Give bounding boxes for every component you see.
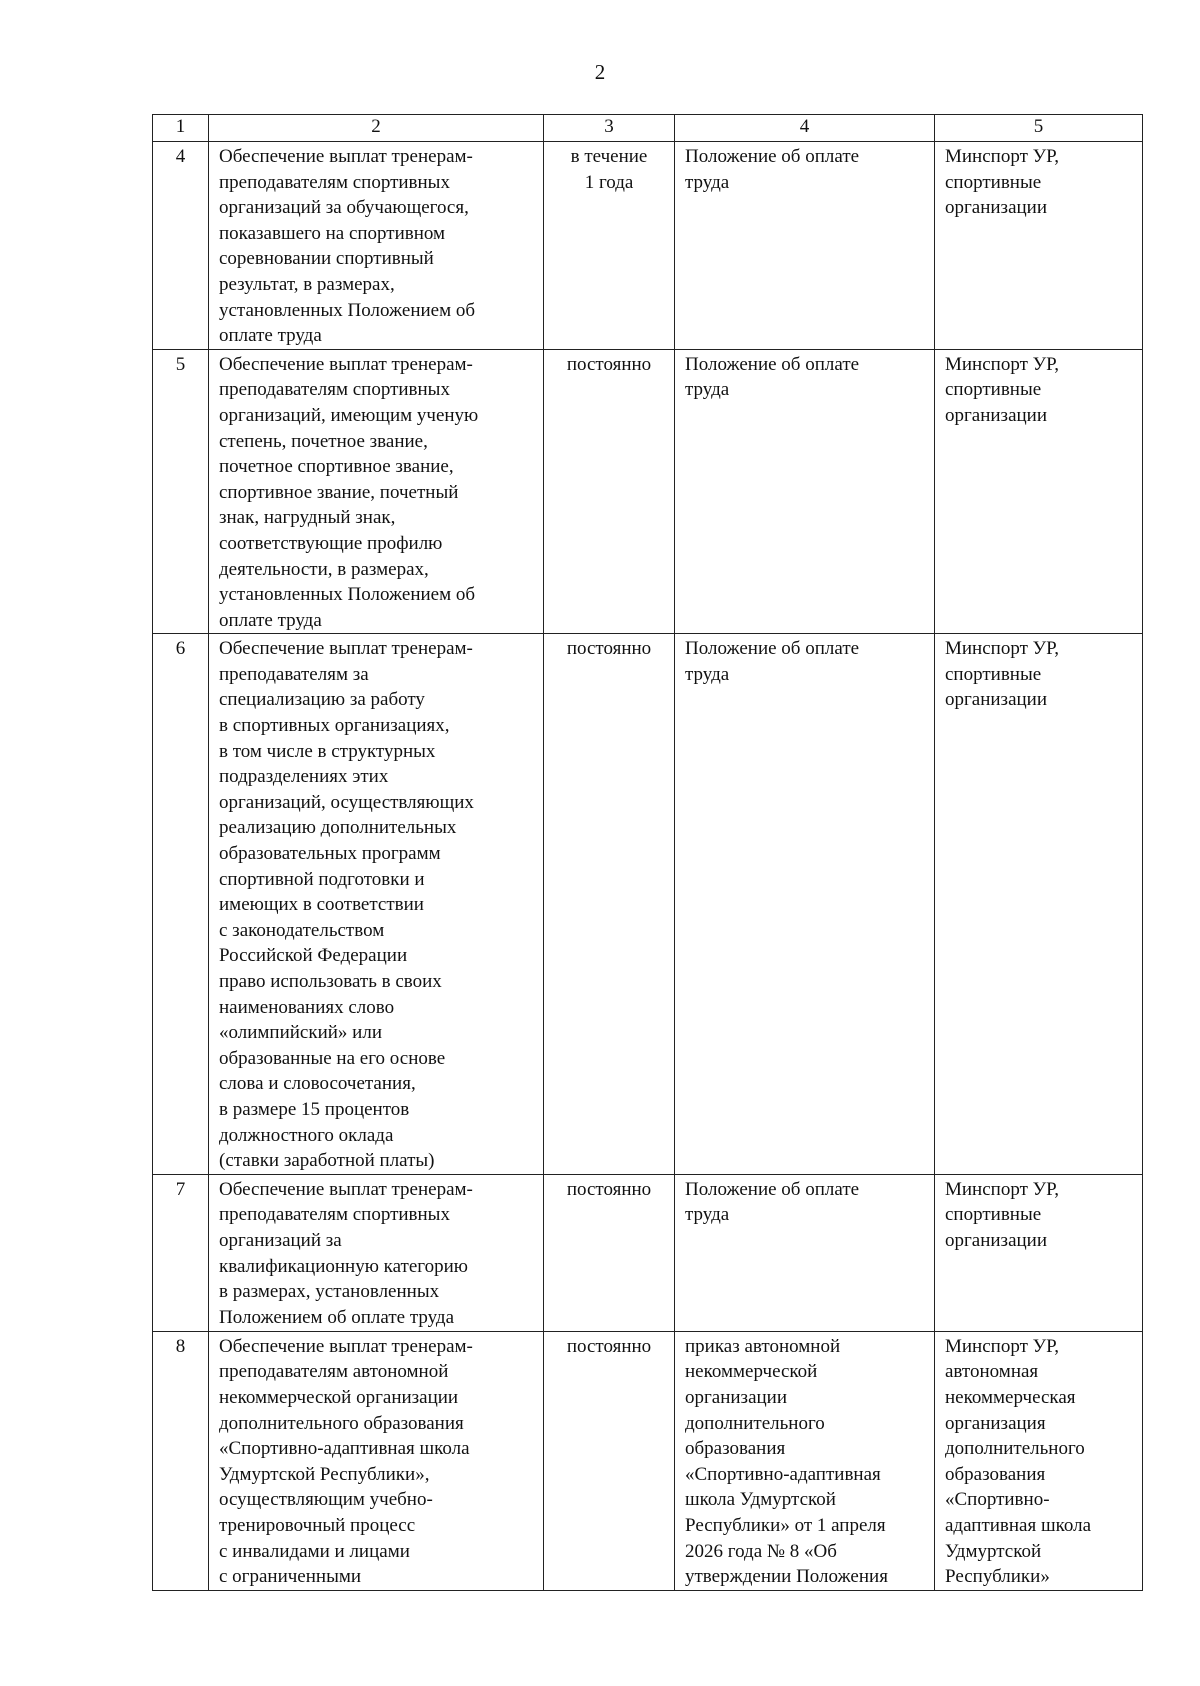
cell-text-line: Обеспечение выплат тренерам-: [219, 1178, 473, 1200]
cell-text-line: Положением об оплате труда: [219, 1306, 455, 1328]
cell-text-line: преподавателям за: [219, 663, 369, 685]
cell-text-line: организаций за: [219, 1229, 342, 1251]
cell-text-line: труда: [685, 171, 730, 193]
cell-text-line: труда: [685, 1204, 730, 1226]
cell-text-line: постоянно: [566, 1335, 652, 1357]
cell-text-line: в размере 15 процентов: [219, 1098, 410, 1120]
cell-text-line: организация: [945, 1412, 1046, 1434]
cell-text-line: в том числе в структурных: [219, 740, 436, 762]
cell-text-line: степень, почетное звание,: [219, 430, 428, 452]
header-cell-4: 4: [675, 115, 935, 142]
cell-text-line: автономная: [945, 1361, 1039, 1383]
cell-text-line: с ограниченными: [219, 1566, 362, 1588]
cell-text-line: Минспорт УР,: [945, 1178, 1060, 1200]
cell-text-line: Обеспечение выплат тренерам-: [219, 638, 473, 660]
cell-text-line: «Спортивно-адаптивная: [685, 1463, 881, 1485]
row-number-cell: 7: [153, 1174, 209, 1331]
cell-text-line: Российской Федерации: [219, 945, 408, 967]
cell-text-line: организации: [945, 689, 1048, 711]
cell-text-line: оплате труда: [219, 325, 322, 347]
row-description-cell: [209, 1331, 544, 1590]
table-row: [153, 1331, 1143, 1590]
cell-text-line: дополнительного: [685, 1412, 825, 1434]
table-row: [153, 349, 1143, 634]
row-responsible-cell: [935, 142, 1143, 350]
cell-text-line: подразделениях этих: [219, 766, 389, 788]
table-row: [153, 1174, 1143, 1331]
cell-text-line: показавшего на спортивном: [219, 222, 446, 244]
cell-text-line: организации: [945, 197, 1048, 219]
cell-text-line: труда: [685, 379, 730, 401]
cell-text-line: спортивной подготовки и: [219, 868, 425, 890]
cell-text-line: организации: [945, 1229, 1048, 1251]
cell-text-line: «олимпийский» или: [219, 1022, 382, 1044]
cell-text-line: реализацию дополнительных: [219, 817, 457, 839]
cell-text-line: приказ автономной: [685, 1335, 841, 1357]
cell-text-line: Минспорт УР,: [945, 638, 1060, 660]
cell-text-line: осуществляющим учебно-: [219, 1489, 433, 1511]
cell-text-line: Обеспечение выплат тренерам-: [219, 353, 473, 375]
cell-text-line: образованные на его основе: [219, 1047, 446, 1069]
cell-text-line: в спортивных организациях,: [219, 715, 450, 737]
cell-text-line: оплате труда: [219, 609, 322, 631]
cell-text-line: Минспорт УР,: [945, 1335, 1060, 1357]
row-term-cell: [544, 1174, 675, 1331]
cell-text-line: дополнительного: [945, 1438, 1085, 1460]
row-document-cell: [675, 634, 935, 1174]
cell-text-line: наименованиях слово: [219, 996, 395, 1018]
row-number-cell: 6: [153, 634, 209, 1174]
row-term-cell: [544, 349, 675, 634]
cell-text-line: квалификационную категорию: [219, 1255, 468, 1277]
cell-text-line: спортивное звание, почетный: [219, 481, 459, 503]
cell-text-line: некоммерческая: [945, 1386, 1076, 1408]
cell-text-line: преподавателям спортивных: [219, 1204, 450, 1226]
row-number-cell: 8: [153, 1331, 209, 1590]
cell-text-line: Обеспечение выплат тренерам-: [219, 146, 473, 167]
cell-text-line: Республики» от 1 апреля: [685, 1514, 886, 1536]
cell-text-line: некоммерческой организации: [219, 1386, 459, 1408]
cell-text-line: спортивные: [945, 379, 1042, 401]
cell-text-line: организации: [685, 1386, 788, 1408]
cell-text-line: имеющих в соответствии: [219, 894, 424, 916]
cell-text-line: образования: [685, 1438, 786, 1460]
cell-text-line: установленных Положением об: [219, 299, 476, 321]
cell-text-line: соревновании спортивный: [219, 248, 434, 270]
cell-text-line: тренировочный процесс: [219, 1514, 416, 1536]
cell-text-line: образовательных программ: [219, 843, 441, 865]
page-number: 2: [594, 60, 606, 84]
table-row: [153, 634, 1143, 1174]
cell-text-line: (ставки заработной платы): [219, 1150, 435, 1172]
cell-text-line: преподавателям спортивных: [219, 171, 450, 193]
cell-text-line: постоянно: [566, 638, 652, 660]
cell-text-line: соответствующие профилю: [219, 532, 443, 554]
row-term-cell: [544, 634, 675, 1174]
cell-text-line: Удмуртской Республики»,: [219, 1463, 430, 1485]
cell-text-line: слова и словосочетания,: [219, 1073, 416, 1095]
row-description-cell: [209, 142, 544, 350]
cell-text-line: утверждении Положения: [685, 1566, 888, 1588]
cell-text-line: результат, в размерах,: [219, 273, 395, 295]
row-document-cell: [675, 1174, 935, 1331]
cell-text-line: Положение об оплате: [685, 638, 860, 660]
row-number-cell: 5: [153, 349, 209, 634]
row-responsible-cell: [935, 1331, 1143, 1590]
row-document-cell: [675, 1331, 935, 1590]
cell-text-line: в размерах, установленных: [219, 1281, 440, 1303]
row-document-cell: [675, 349, 935, 634]
cell-text-line: школа Удмуртской: [685, 1489, 836, 1511]
cell-text-line: Положение об оплате: [685, 353, 860, 375]
cell-text-line: Удмуртской: [945, 1540, 1042, 1562]
cell-text-line: «Спортивно-: [945, 1489, 1050, 1511]
cell-text-line: постоянно: [566, 1178, 652, 1200]
cell-text-line: «Спортивно-адаптивная школа: [219, 1438, 470, 1460]
row-responsible-cell: [935, 349, 1143, 634]
cell-text-line: Республики»: [945, 1566, 1050, 1588]
cell-text-line: преподавателям автономной: [219, 1361, 449, 1383]
cell-text-line: спортивные: [945, 663, 1042, 685]
cell-text-line: некоммерческой: [685, 1361, 818, 1383]
header-cell-2: 2: [209, 115, 544, 142]
cell-text-line: деятельности, в размерах,: [219, 558, 429, 580]
cell-text-line: организаций, осуществляющих: [219, 791, 474, 813]
cell-text-line: Положение об оплате: [685, 146, 860, 167]
cell-text-line: преподавателям спортивных: [219, 379, 450, 401]
cell-text-line: Минспорт УР,: [945, 146, 1060, 167]
cell-text-line: Минспорт УР,: [945, 353, 1060, 375]
table-row: [153, 142, 1143, 350]
header-cell-1: 1: [153, 115, 209, 142]
row-number-cell: 4: [153, 142, 209, 350]
cell-text-line: знак, нагрудный знак,: [219, 507, 396, 529]
header-cell-3: 3: [544, 115, 675, 142]
row-term-cell: [544, 142, 675, 350]
cell-text-line: должностного оклада: [219, 1124, 394, 1146]
cell-text-line: с инвалидами и лицами: [219, 1540, 410, 1562]
cell-text-line: адаптивная школа: [945, 1514, 1092, 1536]
row-responsible-cell: [935, 1174, 1143, 1331]
cell-text-line: дополнительного образования: [219, 1412, 464, 1434]
cell-text-line: Обеспечение выплат тренерам-: [219, 1335, 473, 1357]
header-cell-5: 5: [935, 115, 1143, 142]
cell-text-line: постоянно: [566, 353, 652, 375]
row-description-cell: [209, 349, 544, 634]
row-description-cell: [209, 1174, 544, 1331]
cell-text-line: право использовать в своих: [219, 971, 442, 992]
cell-text-line: труда: [685, 663, 730, 685]
row-term-cell: [544, 1331, 675, 1590]
cell-text-line: спортивные: [945, 171, 1042, 193]
cell-text-line: 1 года: [584, 171, 634, 193]
cell-text-line: установленных Положением об: [219, 584, 476, 606]
plan-table: [152, 114, 1143, 1591]
cell-text-line: организаций, имеющим ученую: [219, 404, 479, 426]
cell-text-line: почетное спортивное звание,: [219, 456, 454, 478]
cell-text-line: образования: [945, 1463, 1046, 1485]
row-description-cell: [209, 634, 544, 1174]
cell-text-line: спортивные: [945, 1204, 1042, 1226]
row-responsible-cell: [935, 634, 1143, 1174]
cell-text-line: 2026 года № 8 «Об: [685, 1540, 837, 1562]
row-document-cell: [675, 142, 935, 350]
cell-text-line: с законодательством: [219, 919, 385, 941]
cell-text-line: Положение об оплате: [685, 1178, 860, 1200]
cell-text-line: специализацию за работу: [219, 689, 425, 711]
cell-text-line: организаций за обучающегося,: [219, 197, 469, 219]
cell-text-line: в течение: [570, 146, 648, 167]
table-header-row: [153, 115, 1143, 142]
cell-text-line: организации: [945, 404, 1048, 426]
